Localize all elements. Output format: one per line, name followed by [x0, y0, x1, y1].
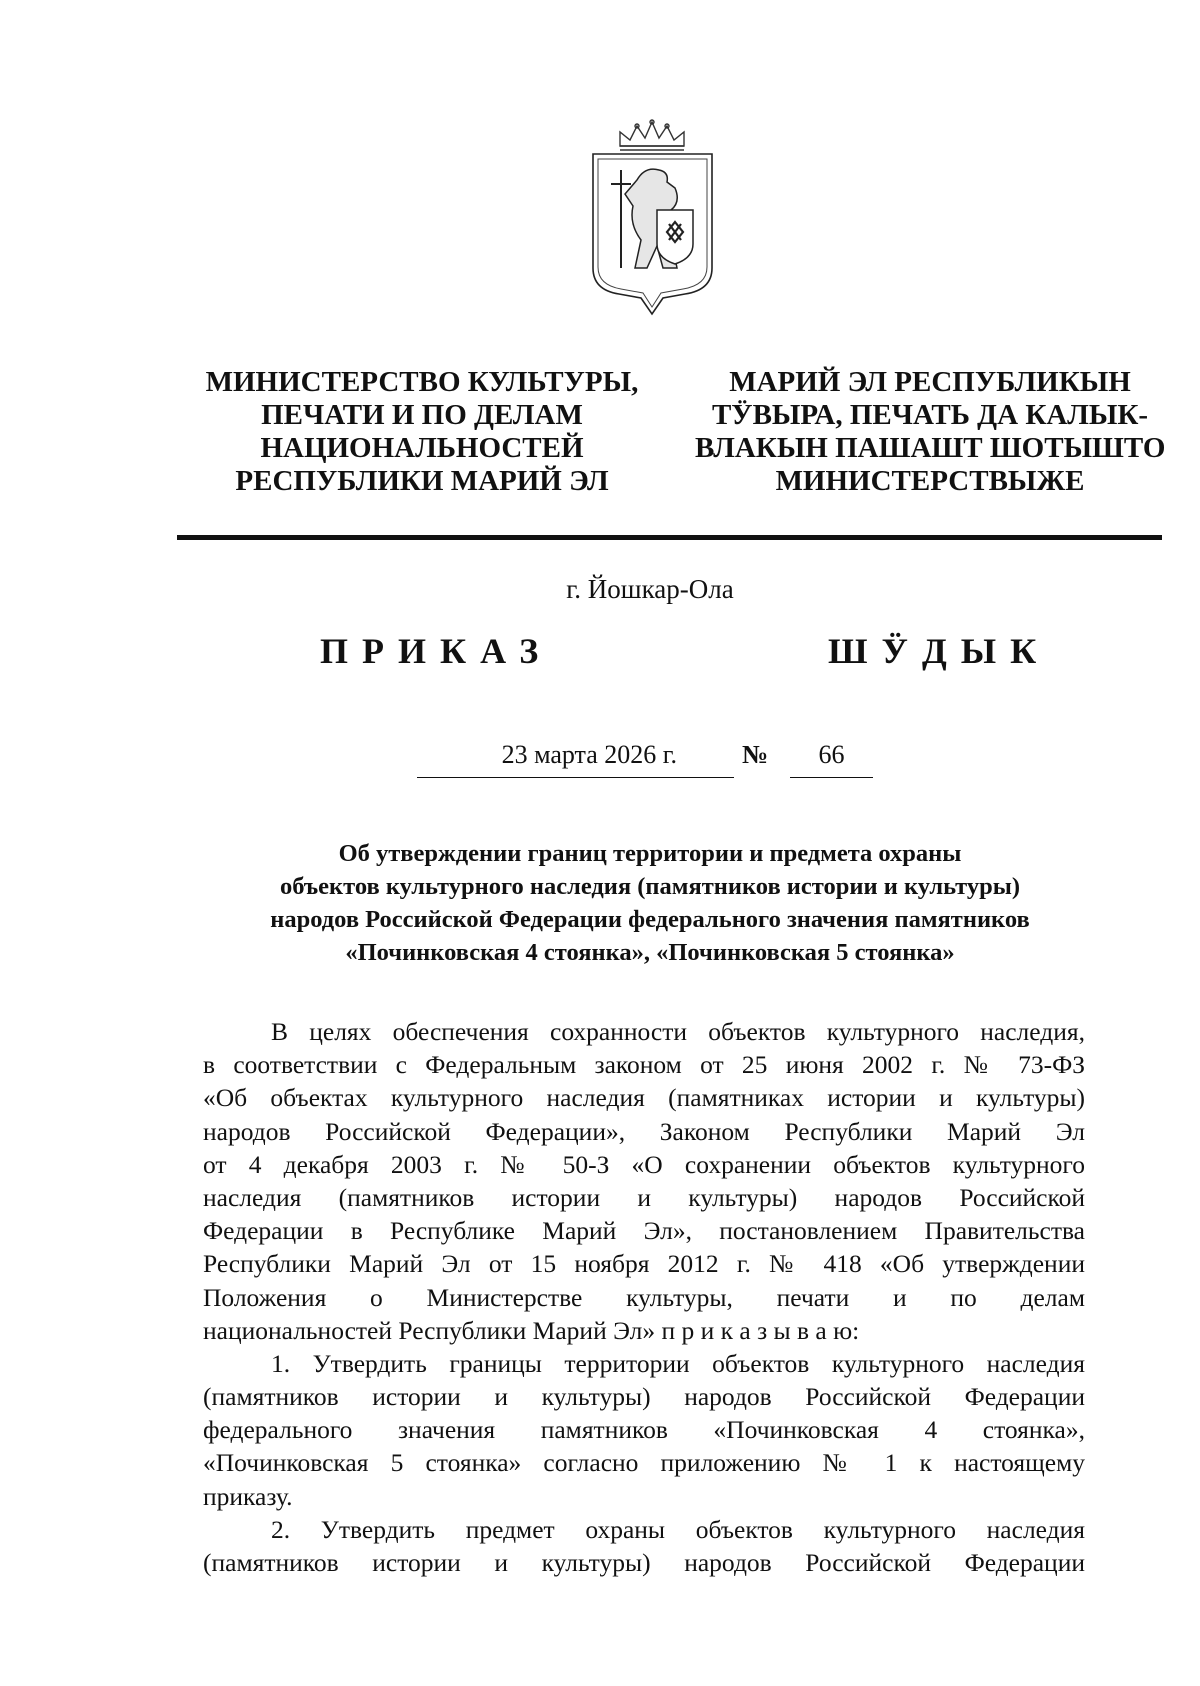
number-sign: №	[742, 740, 769, 769]
body-line: от 4 декабря 2003 г. № 50-З «О сохранении объектов культурного	[203, 1149, 1085, 1179]
title-line: Об утверждении границ территории и предмета охраны	[338, 840, 962, 867]
header-left-line: ПЕЧАТИ И ПО ДЕЛАМ	[261, 399, 583, 431]
body-line: 1. Утвердить границы территории объектов культурного наследия	[271, 1348, 1085, 1378]
body-line: (памятников истории и культуры) народов Российской Федерации	[203, 1548, 1085, 1577]
coat-of-arms-emblem	[585, 118, 720, 316]
body-line: Республики Марий Эл от 15 ноября 2012 г. № 418 «Об утверждении	[203, 1249, 1085, 1279]
title-line: «Починковская 4 стоянка», «Починковская 5 стоянка»	[345, 939, 955, 966]
order-word-russian: ПРИКАЗ	[320, 631, 553, 671]
body-line: В целях обеспечения сохранности объектов культурного наследия,	[271, 1017, 1085, 1046]
header-right-line: ВЛАКЫН ПАШАШТ ШОТЫШТО	[695, 432, 1166, 464]
order-body	[203, 1015, 1085, 1579]
body-line: Положения о Министерстве культуры, печати и по делам	[203, 1282, 1085, 1312]
ministry-name-mari	[695, 366, 1165, 498]
body-line: народов Российской Федерации», Законом Республики Марий Эл	[203, 1116, 1085, 1146]
header-left-line: НАЦИОНАЛЬНОСТЕЙ	[260, 432, 584, 464]
body-line: наследия (памятников истории и культуры) народов Российской	[203, 1182, 1085, 1212]
header-right-line: МИНИСТЕРСТВЫЖЕ	[775, 465, 1085, 497]
body-line: федерального значения памятников «Починковская 4 стоянка»,	[203, 1415, 1085, 1445]
body-line: в соответствии с Федеральным законом от 25 июня 2002 г. № 73-ФЗ	[203, 1050, 1085, 1080]
city: г. Йошкар-Ола	[566, 574, 734, 604]
title-line: народов Российской Федерации федерального значения памятников	[270, 906, 1030, 933]
header-left-line: МИНИСТЕРСТВО КУЛЬТУРЫ,	[205, 366, 639, 398]
body-line: «Об объектах культурного наследия (памятниках истории и культуры)	[203, 1083, 1085, 1113]
header-right-line: МАРИЙ ЭЛ РЕСПУБЛИКЫН	[729, 366, 1131, 398]
ministry-name-russian	[187, 366, 657, 498]
body-line: национальностей Республики Марий Эл» п р и к а з ы в а ю:	[203, 1315, 860, 1345]
order-date: 23 марта 2026 г.	[417, 740, 734, 778]
body-line: «Починковская 5 стоянка» согласно приложению № 1 к настоящему	[203, 1448, 1085, 1478]
body-line: (памятников истории и культуры) народов Российской Федерации	[203, 1382, 1085, 1412]
body-line: приказу.	[203, 1481, 293, 1511]
body-line: Федерации в Республике Марий Эл», постановлением Правительства	[203, 1216, 1085, 1246]
order-word-mari: ШӰДЫК	[828, 631, 1051, 671]
header-divider	[177, 535, 1162, 540]
header-right-line: ТӰВЫРА, ПЕЧАТЬ ДА КАЛЫК-	[711, 399, 1149, 431]
title-line: объектов культурного наследия (памятников истории и культуры)	[279, 873, 1021, 900]
order-number: 66	[790, 740, 873, 778]
header-left-line: РЕСПУБЛИКИ МАРИЙ ЭЛ	[235, 465, 609, 497]
order-title	[190, 837, 1110, 969]
body-line: 2. Утвердить предмет охраны объектов культурного наследия	[271, 1514, 1085, 1544]
